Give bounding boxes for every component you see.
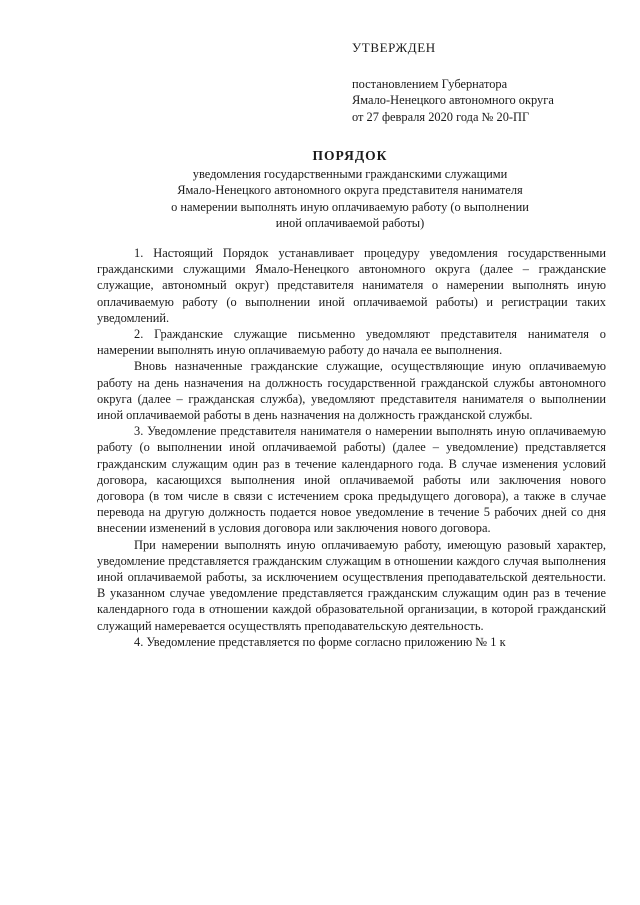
title-subline: о намерении выполнять иную оплачиваемую работу (о выполнении — [171, 199, 529, 214]
approved-label: УТВЕРЖДЕН — [352, 40, 436, 55]
document-title: ПОРЯДОК — [312, 148, 388, 163]
approval-block — [352, 40, 612, 125]
document-title-block — [100, 148, 600, 231]
title-subline: иной оплачиваемой работы) — [275, 215, 425, 230]
approval-line: постановлением Губернатора — [352, 77, 508, 92]
paragraph: Вновь назначенные гражданские служащие, осуществляющие иную оплачиваемую работу на день назначения на должность государственной гражданской службы автономного округа (далее – гражданская служба), уведомляют представителя нанимателя о выполнении иной оплачиваемой работы в день назначения на должность гражданской службы. — [97, 359, 606, 423]
document-body — [97, 245, 606, 650]
title-subline: Ямало-Ненецкого автономного округа представителя нанимателя — [177, 183, 523, 198]
paragraph: 3. Уведомление представителя нанимателя о намерении выполнять иную оплачиваемую работу (о выполнении иной оплачиваемой работы) (далее – уведомление) представляется гражданским служащим один раз в течение календарного года. В случае изменения условий договора, касающихся выполнения иной оплачиваемой работы или заключения нового договора (в том числе в связи с истечением срока предыдущего договора), а также в случае перевода на другую должность подается новое уведомление в течение 5 рабочих дней со дня внесении изменений в условия договора или заключения нового договора. — [97, 424, 606, 536]
paragraph: При намерении выполнять иную оплачиваемую работу, имеющую разовый характер, уведомление представляется гражданским служащим в отношении каждого случая выполнения иной оплачиваемой работы, за исключением осуществления преподавательской деятельности. В указанном случае уведомление представляется гражданским служащим один раз в течение календарного года в отношении каждой образовательной организации, в которой гражданский служащий намеревается осуществлять преподавательскую деятельность. — [97, 537, 606, 633]
paragraph: 4. Уведомление представляется по форме согласно приложению № 1 к — [134, 634, 506, 649]
paragraph: 2. Гражданские служащие письменно уведомляют представителя нанимателя о намерении выполнять иную оплачиваемую работу до начала ее выполнения. — [97, 327, 606, 358]
paragraph: 1. Настоящий Порядок устанавливает процедуру уведомления государственными гражданскими служащими Ямало-Ненецкого автономного округа (далее – гражданские служащие, автономный округ) представителя нанимателя о намерении выполнять иную оплачиваемую работу (о выполнении иной оплачиваемой работы) и регистрации таких уведомлений. — [97, 246, 606, 325]
approval-line: Ямало-Ненецкого автономного округа — [352, 93, 554, 108]
approval-line: от 27 февраля 2020 года № 20-ПГ — [352, 109, 530, 124]
title-subline: уведомления государственными гражданскими служащими — [192, 167, 508, 182]
